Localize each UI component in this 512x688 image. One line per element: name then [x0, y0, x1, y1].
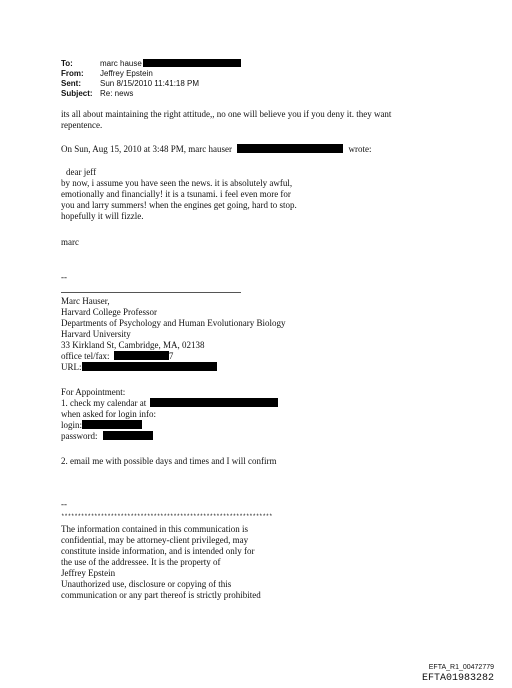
disclaimer-line: the use of the addressee. It is the property of [61, 557, 221, 567]
quoted-line: emotionally and financially! it is a tsunami. i feel even more for [61, 189, 291, 199]
from-label: From: [61, 69, 84, 78]
quoted-line: by now, i assume you have seen the news. it is absolutely awful, [61, 178, 293, 188]
redaction-box [237, 144, 343, 153]
signature-univ: Harvard University [61, 329, 131, 339]
appointment-heading: For Appointment: [61, 387, 126, 397]
footer-ref-2: EFTA01983282 [421, 673, 494, 684]
signature-block [61, 296, 471, 373]
reply-line: repentence. [61, 120, 103, 130]
redaction-box [150, 398, 278, 407]
disclaimer-dash: -- [61, 499, 67, 509]
quoted-line: hopefully it will fizzle. [61, 211, 144, 221]
quoted-message [61, 167, 471, 222]
appointment-block [61, 387, 471, 442]
subject-value: Re: news [100, 89, 134, 98]
footer-ref-1: EFTA_R1_00472779 [428, 664, 494, 671]
signature-phone [61, 351, 471, 362]
reply-line: its all about maintaining the right attitude,, no one will believe you if you deny it. they want [61, 109, 392, 119]
signature-address: 33 Kirkland St, Cambridge, MA, 02138 [61, 340, 205, 350]
login-prompt: when asked for login info: [61, 409, 156, 419]
phone-label: office tel/fax: [61, 351, 110, 361]
disclaimer-line: constitute inside information, and is intended only for [61, 546, 255, 556]
appointment-step1-text: 1. check my calendar at [61, 398, 147, 408]
signature-name: Marc Hauser, [61, 296, 110, 306]
disclaimer-line: The information contained in this communication is [61, 524, 248, 534]
sent-row [61, 79, 241, 89]
login-row [61, 420, 471, 431]
quote-header [61, 144, 471, 155]
to-row [61, 59, 241, 69]
from-value: Jeffrey Epstein [100, 69, 153, 78]
redaction-box [103, 431, 153, 440]
signature-url [61, 362, 471, 373]
from-row [61, 69, 241, 79]
disclaimer-stars: **************************************************************** [61, 513, 273, 520]
quoted-greeting: dear jeff [66, 167, 97, 177]
disclaimer-line: communication or any part thereof is strictly prohibited [61, 590, 261, 600]
signature-rule [61, 292, 241, 293]
signature-dash: -- [61, 272, 67, 282]
appointment-step2: 2. email me with possible days and times and I will confirm [61, 456, 277, 466]
password-label: password: [61, 431, 98, 441]
quote-header-prefix: On Sun, Aug 15, 2010 at 3:48 PM, marc hauser [61, 144, 232, 154]
url-label: URL: [61, 362, 82, 372]
disclaimer-line: Jeffrey Epstein [61, 568, 116, 578]
quoted-signoff: marc [61, 237, 79, 247]
sent-value: Sun 8/15/2010 11:41:18 PM [100, 79, 200, 88]
disclaimer-line: Unauthorized use, disclosure or copying of this [61, 579, 232, 589]
disclaimer-line: confidential, may be attorney-client privileged, may [61, 535, 249, 545]
to-label: To: [61, 59, 73, 68]
redaction-box [82, 420, 142, 429]
quoted-line: you and larry summers! when the engines get going, hard to stop. [61, 200, 297, 210]
login-label: login: [61, 420, 83, 430]
subject-label: Subject: [61, 89, 93, 98]
phone-tail: 7 [168, 351, 174, 361]
email-header [61, 59, 241, 99]
redaction-box [114, 351, 169, 360]
redaction-box [143, 59, 241, 67]
reply-body [61, 109, 471, 131]
to-value: marc hause [100, 59, 142, 68]
quote-header-suffix: wrote: [348, 144, 372, 154]
sent-label: Sent: [61, 79, 81, 88]
signature-dept: Departments of Psychology and Human Evolutionary Biology [61, 318, 286, 328]
redaction-box [82, 362, 217, 371]
subject-row [61, 89, 241, 99]
password-row [61, 431, 471, 442]
disclaimer-text [61, 524, 471, 601]
signature-title: Harvard College Professor [61, 307, 157, 317]
appointment-step1 [61, 398, 471, 409]
